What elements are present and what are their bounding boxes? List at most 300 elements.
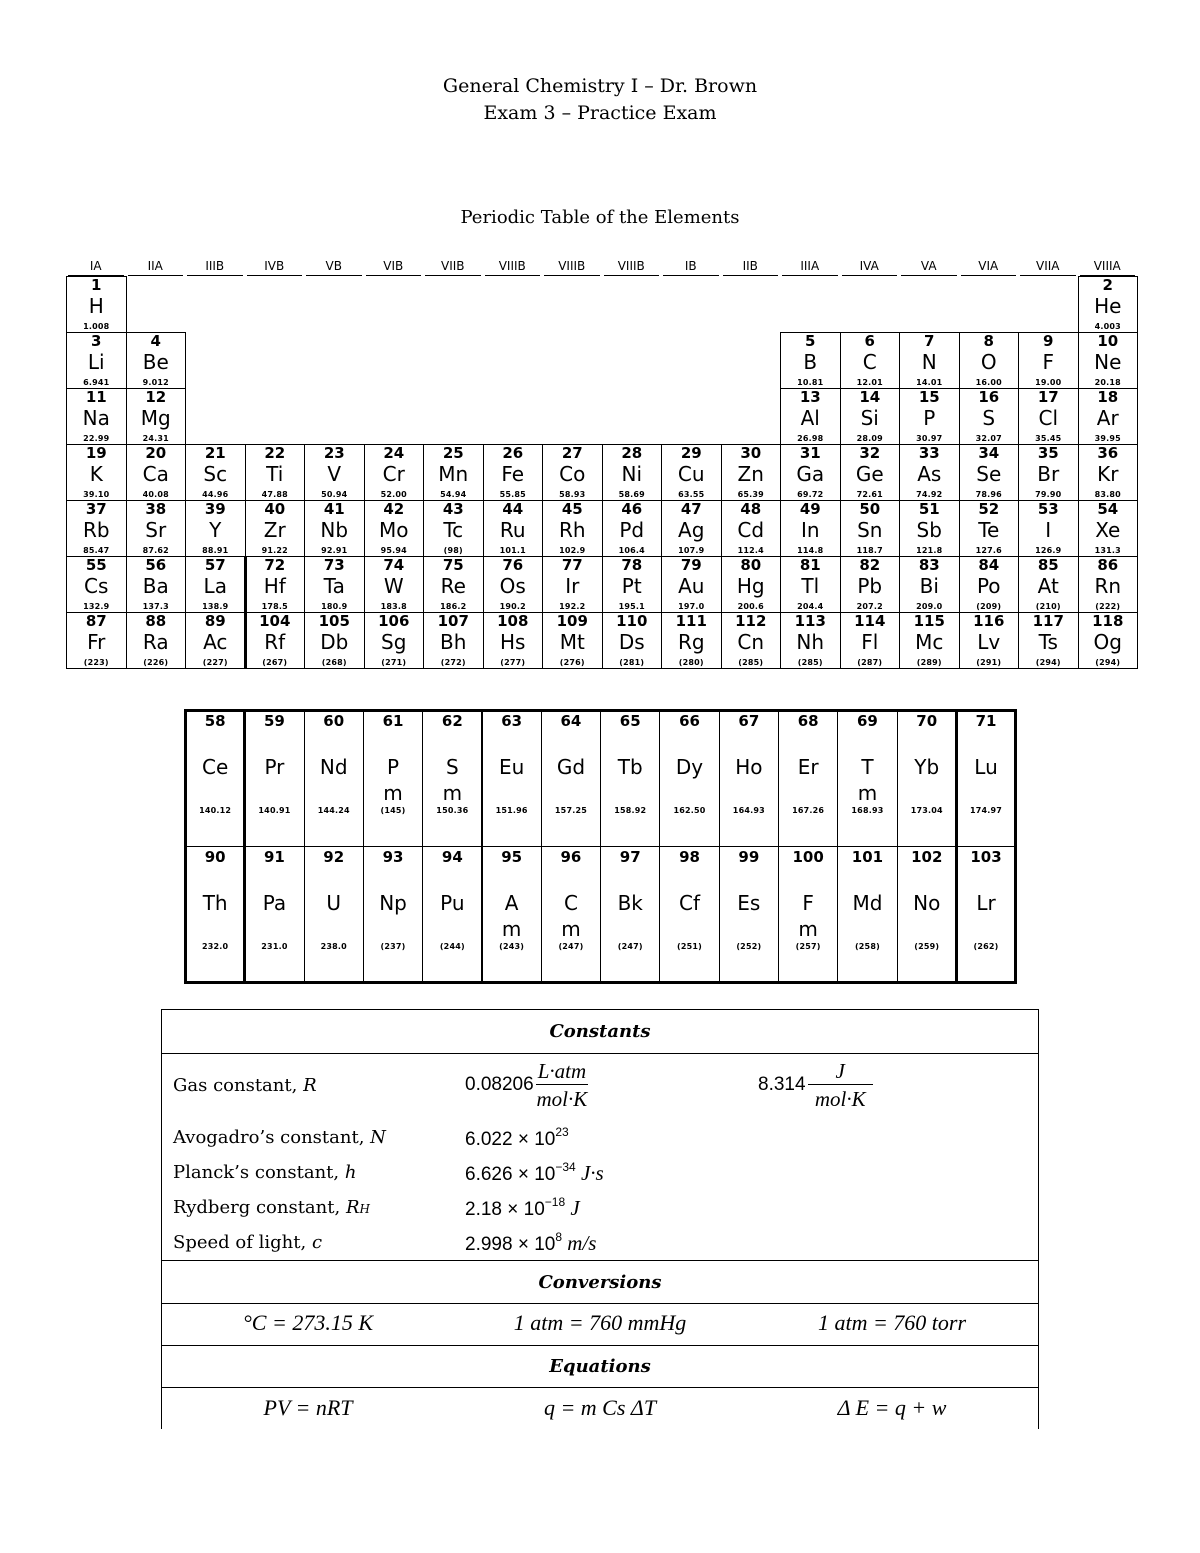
element-number: 33 <box>918 444 940 462</box>
element-cell <box>542 612 603 669</box>
f-element-cell <box>304 710 364 847</box>
element-number: 81 <box>799 556 821 574</box>
f-element-cell <box>482 846 542 983</box>
element-cell <box>840 388 901 445</box>
element-symbol: At <box>1037 574 1059 598</box>
planck-label: Planck’s constant, h <box>173 1162 357 1183</box>
element-mass: 178.5 <box>261 602 288 611</box>
element-number: 80 <box>740 556 762 574</box>
element-symbol: Ts <box>1038 630 1058 654</box>
element-number: 22 <box>264 444 286 462</box>
element-cell <box>304 444 365 501</box>
element-symbol: Ru <box>499 518 526 542</box>
element-number: 76 <box>502 556 524 574</box>
element-number: 8 <box>983 332 994 350</box>
element-mass: (272) <box>440 658 466 667</box>
element-mass: 190.2 <box>499 602 526 611</box>
element-number: 37 <box>85 500 107 518</box>
element-symbol: Co <box>559 462 586 486</box>
element-mass: (237) <box>380 942 406 951</box>
element-number: 50 <box>859 500 881 518</box>
element-symbol: Bk <box>617 891 643 915</box>
group-header: IIB <box>721 259 781 273</box>
element-symbol: Lr <box>976 891 996 915</box>
element-mass: 186.2 <box>440 602 467 611</box>
element-cell <box>126 556 187 613</box>
group-header: IIA <box>126 259 186 273</box>
element-mass: 183.8 <box>380 602 407 611</box>
element-mass: 204.4 <box>797 602 824 611</box>
element-cell <box>721 444 782 501</box>
element-symbol: Pt <box>621 574 642 598</box>
element-number: 48 <box>740 500 762 518</box>
element-number: 107 <box>437 612 469 630</box>
element-cell <box>959 612 1020 669</box>
element-number: 54 <box>1097 500 1119 518</box>
element-cell <box>1078 276 1139 333</box>
element-cell <box>959 556 1020 613</box>
element-cell <box>1078 556 1139 613</box>
element-mass: 200.6 <box>737 602 764 611</box>
element-symbol: Og <box>1093 630 1122 654</box>
f-element-cell <box>600 710 660 847</box>
element-mass: (247) <box>558 942 584 951</box>
element-symbol: W <box>383 574 404 598</box>
element-symbol: Nb <box>320 518 349 542</box>
element-cell <box>899 500 960 557</box>
element-cell <box>126 444 187 501</box>
element-mass: (257) <box>795 942 821 951</box>
f-element-cell <box>778 710 838 847</box>
element-mass: 162.50 <box>673 806 706 815</box>
element-mass: 140.12 <box>199 806 232 815</box>
element-mass: 132.9 <box>83 602 110 611</box>
element-cell <box>661 556 722 613</box>
group-header: VIIIB <box>602 259 662 273</box>
element-cell <box>304 612 365 669</box>
element-number: 118 <box>1092 612 1124 630</box>
group-header: IA <box>66 259 126 273</box>
group-header: IVB <box>245 259 305 273</box>
element-cell <box>780 444 841 501</box>
element-symbol: O <box>980 350 997 374</box>
group-header: IB <box>661 259 721 273</box>
element-symbol: Sm <box>442 755 463 805</box>
group-header: VIA <box>959 259 1019 273</box>
element-mass: (227) <box>202 658 228 667</box>
element-number: 46 <box>621 500 643 518</box>
element-mass: 35.45 <box>1035 434 1062 443</box>
element-symbol: Au <box>678 574 705 598</box>
element-symbol: H <box>88 294 104 318</box>
element-cell <box>840 556 901 613</box>
element-mass: 30.97 <box>916 434 943 443</box>
element-symbol: Fm <box>798 891 818 941</box>
element-mass: 1.008 <box>83 322 110 331</box>
element-number: 19 <box>85 444 107 462</box>
element-symbol: La <box>203 574 227 598</box>
element-mass: (291) <box>976 658 1002 667</box>
element-number: 23 <box>323 444 345 462</box>
element-symbol: Sn <box>857 518 883 542</box>
element-mass: 65.39 <box>737 490 764 499</box>
element-symbol: Li <box>87 350 105 374</box>
element-symbol: Fl <box>861 630 879 654</box>
element-mass: 32.07 <box>975 434 1002 443</box>
element-cell <box>245 444 306 501</box>
element-mass: 195.1 <box>618 602 645 611</box>
element-symbol: Gd <box>556 755 586 779</box>
element-symbol: Ag <box>678 518 705 542</box>
element-cell <box>542 556 603 613</box>
element-number: 87 <box>85 612 107 630</box>
element-number: 61 <box>382 712 404 730</box>
group-header: VIIIA <box>1078 259 1138 273</box>
group-header: VIIIB <box>483 259 543 273</box>
element-symbol: Sr <box>145 518 167 542</box>
element-number: 26 <box>502 444 524 462</box>
element-number: 64 <box>560 712 582 730</box>
element-symbol: Cs <box>84 574 109 598</box>
speed-of-light-label: Speed of light, c <box>173 1232 323 1253</box>
element-cell <box>959 388 1020 445</box>
f-element-cell <box>363 710 423 847</box>
element-cell <box>245 556 306 613</box>
element-symbol: Cf <box>679 891 701 915</box>
f-element-cell <box>659 846 719 983</box>
element-cell <box>542 444 603 501</box>
element-cell <box>780 332 841 389</box>
element-number: 96 <box>560 848 582 866</box>
element-mass: 158.92 <box>614 806 647 815</box>
element-mass: 174.97 <box>970 806 1003 815</box>
element-number: 97 <box>619 848 641 866</box>
f-element-cell <box>541 846 601 983</box>
element-mass: 9.012 <box>142 378 169 387</box>
element-mass: 126.9 <box>1035 546 1062 555</box>
element-symbol: S <box>982 406 996 430</box>
element-symbol: Ni <box>621 462 643 486</box>
element-number: 1 <box>91 276 102 294</box>
element-symbol: Os <box>499 574 526 598</box>
element-mass: (258) <box>854 942 880 951</box>
element-number: 86 <box>1097 556 1119 574</box>
element-mass: 192.2 <box>559 602 586 611</box>
element-symbol: N <box>921 350 937 374</box>
f-element-cell <box>541 710 601 847</box>
f-element-cell <box>244 846 304 983</box>
element-symbol: In <box>800 518 820 542</box>
f-element-cell <box>185 846 245 983</box>
element-cell <box>721 556 782 613</box>
element-symbol: Ce <box>202 755 229 779</box>
rydberg-label: Rydberg constant, RH <box>173 1197 370 1218</box>
block-divider <box>244 556 247 669</box>
element-symbol: I <box>1045 518 1052 542</box>
element-cell <box>1018 388 1079 445</box>
element-symbol: Db <box>320 630 349 654</box>
f-element-cell <box>719 846 779 983</box>
element-mass: 112.4 <box>737 546 764 555</box>
group-header: VIB <box>364 259 424 273</box>
element-cell <box>1078 388 1139 445</box>
element-number: 106 <box>378 612 410 630</box>
element-symbol: Hs <box>500 630 526 654</box>
element-cell <box>423 612 484 669</box>
speed-of-light-value: $2.998 \times 10^8$ m/s <box>465 1230 597 1255</box>
f-element-cell <box>600 846 660 983</box>
element-mass: 207.2 <box>856 602 883 611</box>
element-cell <box>1018 444 1079 501</box>
element-number: 70 <box>916 712 938 730</box>
element-symbol: Bh <box>440 630 467 654</box>
f-element-cell <box>659 710 719 847</box>
element-symbol: Ca <box>142 462 169 486</box>
element-number: 17 <box>1037 388 1059 406</box>
element-mass: 88.91 <box>202 546 229 555</box>
element-cell <box>661 444 722 501</box>
element-symbol: Ir <box>565 574 580 598</box>
constants-heading: Constants <box>549 1021 651 1042</box>
element-symbol: Lv <box>977 630 1001 654</box>
avogadro-label: Avogadro’s constant, N <box>173 1127 386 1148</box>
element-symbol: Ne <box>1094 350 1122 374</box>
f-element-cell <box>897 710 957 847</box>
element-cell <box>602 556 663 613</box>
element-mass: 83.80 <box>1094 490 1121 499</box>
group-header: VB <box>304 259 364 273</box>
element-symbol: Tm <box>857 755 878 805</box>
element-mass: (271) <box>381 658 407 667</box>
element-symbol: Pm <box>383 755 403 805</box>
element-symbol: No <box>913 891 941 915</box>
divider <box>162 1387 1038 1388</box>
f-element-cell <box>422 846 482 983</box>
element-symbol: Th <box>202 891 228 915</box>
element-symbol: As <box>917 462 942 486</box>
f-element-cell <box>956 710 1016 847</box>
group-header: IIIB <box>185 259 245 273</box>
element-cell <box>1018 556 1079 613</box>
element-mass: 20.18 <box>1094 378 1121 387</box>
element-mass: 114.8 <box>797 546 824 555</box>
element-symbol: C <box>862 350 877 374</box>
element-number: 40 <box>264 500 286 518</box>
element-number: 56 <box>145 556 167 574</box>
element-number: 38 <box>145 500 167 518</box>
element-number: 58 <box>204 712 226 730</box>
element-symbol: Cl <box>1038 406 1059 430</box>
group-header: VIIB <box>423 259 483 273</box>
element-number: 88 <box>145 612 167 630</box>
element-cell <box>185 556 246 613</box>
rydberg-value: $2.18 \times 10^{-18}$ J <box>465 1195 580 1220</box>
f-element-cell <box>185 710 245 847</box>
element-mass: 55.85 <box>499 490 526 499</box>
element-number: 10 <box>1097 332 1119 350</box>
element-number: 98 <box>679 848 700 866</box>
element-symbol: Mt <box>559 630 585 654</box>
f-element-cell <box>422 710 482 847</box>
element-mass: 95.94 <box>380 546 407 555</box>
element-number: 55 <box>85 556 107 574</box>
element-number: 44 <box>502 500 524 518</box>
element-mass: 69.72 <box>797 490 824 499</box>
element-symbol: Kr <box>1097 462 1119 486</box>
element-mass: 231.0 <box>261 942 288 951</box>
element-mass: 14.01 <box>916 378 943 387</box>
element-number: 18 <box>1097 388 1119 406</box>
element-cell <box>1018 332 1079 389</box>
element-number: 82 <box>859 556 881 574</box>
element-mass: (268) <box>321 658 347 667</box>
element-symbol: Rf <box>264 630 286 654</box>
element-symbol: Dy <box>675 755 704 779</box>
element-symbol: Be <box>142 350 169 374</box>
element-mass: (294) <box>1035 658 1061 667</box>
element-number: 84 <box>978 556 1000 574</box>
divider <box>162 1345 1038 1346</box>
element-cell <box>483 500 544 557</box>
element-number: 29 <box>680 444 702 462</box>
element-number: 35 <box>1037 444 1059 462</box>
element-mass: (252) <box>736 942 762 951</box>
element-symbol: Fe <box>501 462 525 486</box>
element-number: 31 <box>799 444 821 462</box>
element-symbol: Tc <box>443 518 464 542</box>
element-mass: (276) <box>559 658 585 667</box>
element-cell <box>840 332 901 389</box>
element-mass: 12.01 <box>856 378 883 387</box>
f-element-cell <box>897 846 957 983</box>
element-number: 60 <box>323 712 345 730</box>
element-symbol: Y <box>209 518 222 542</box>
element-symbol: Eu <box>498 755 525 779</box>
element-mass: 232.0 <box>201 942 229 951</box>
element-number: 114 <box>854 612 886 630</box>
avogadro-value: $6.022 \times 10^{23}$ <box>465 1125 569 1150</box>
element-symbol: Sc <box>203 462 228 486</box>
element-cell <box>602 500 663 557</box>
element-symbol: Pb <box>857 574 883 598</box>
group-header: IIIA <box>780 259 840 273</box>
conversion-atm-mmhg: 1 atm = 760 mmHg <box>513 1310 687 1335</box>
element-number: 103 <box>970 848 1002 866</box>
element-symbol: Bi <box>919 574 939 598</box>
element-cell <box>1018 612 1079 669</box>
element-cell <box>423 500 484 557</box>
element-number: 95 <box>501 848 523 866</box>
element-mass: 47.88 <box>261 490 288 499</box>
element-number: 51 <box>918 500 940 518</box>
element-cell <box>780 556 841 613</box>
element-number: 57 <box>204 556 226 574</box>
element-mass: 144.24 <box>317 806 350 815</box>
element-number: 112 <box>735 612 767 630</box>
gas-constant-label: Gas constant, R <box>173 1075 317 1096</box>
element-mass: (280) <box>678 658 704 667</box>
element-number: 42 <box>383 500 405 518</box>
element-number: 91 <box>264 848 285 866</box>
f-element-cell <box>304 846 364 983</box>
element-number: 113 <box>794 612 826 630</box>
element-cell <box>185 444 246 501</box>
element-symbol: Rb <box>82 518 110 542</box>
element-symbol: Re <box>440 574 466 598</box>
element-symbol: Cu <box>677 462 705 486</box>
element-mass: (244) <box>439 942 465 951</box>
element-mass: 24.31 <box>142 434 169 443</box>
element-number: 105 <box>318 612 350 630</box>
element-cell <box>245 500 306 557</box>
element-number: 109 <box>556 612 588 630</box>
element-mass: 138.9 <box>202 602 229 611</box>
element-mass: (226) <box>143 658 169 667</box>
element-symbol: Ra <box>142 630 169 654</box>
element-symbol: Fr <box>87 630 106 654</box>
element-mass: 39.95 <box>1094 434 1121 443</box>
element-mass: 106.4 <box>618 546 645 555</box>
element-number: 90 <box>204 848 226 866</box>
element-symbol: Si <box>860 406 879 430</box>
element-number: 15 <box>918 388 940 406</box>
element-symbol: Pd <box>619 518 645 542</box>
element-number: 4 <box>150 332 161 350</box>
f-element-cell <box>244 710 304 847</box>
divider <box>162 1053 1038 1054</box>
element-cell <box>721 500 782 557</box>
element-symbol: He <box>1094 294 1122 318</box>
element-number: 39 <box>204 500 226 518</box>
element-cell <box>780 612 841 669</box>
element-cell <box>423 556 484 613</box>
element-mass: 131.3 <box>1094 546 1121 555</box>
element-number: 12 <box>145 388 167 406</box>
f-element-cell <box>719 710 779 847</box>
element-cell <box>840 612 901 669</box>
element-mass: (223) <box>83 658 109 667</box>
element-cell <box>126 612 187 669</box>
element-symbol: B <box>803 350 818 374</box>
element-mass: (98) <box>443 546 463 555</box>
element-number: 13 <box>799 388 821 406</box>
element-symbol: Rn <box>1094 574 1122 598</box>
element-number: 110 <box>616 612 648 630</box>
group-header: IVA <box>840 259 900 273</box>
element-number: 89 <box>204 612 226 630</box>
element-number: 78 <box>621 556 643 574</box>
element-number: 83 <box>918 556 940 574</box>
element-mass: 121.8 <box>916 546 943 555</box>
element-mass: 137.3 <box>142 602 169 611</box>
element-cell <box>542 500 603 557</box>
element-symbol: Pa <box>262 891 287 915</box>
element-cell <box>959 444 1020 501</box>
element-number: 5 <box>805 332 816 350</box>
element-number: 36 <box>1097 444 1119 462</box>
element-mass: (209) <box>976 602 1002 611</box>
element-number: 85 <box>1037 556 1059 574</box>
element-number: 9 <box>1043 332 1054 350</box>
element-symbol: Xe <box>1095 518 1121 542</box>
element-symbol: Pu <box>440 891 465 915</box>
f-element-cell <box>956 846 1016 983</box>
f-element-cell <box>837 846 897 983</box>
element-cell <box>66 556 127 613</box>
element-cell <box>66 276 127 333</box>
element-cell <box>304 556 365 613</box>
element-mass: (259) <box>914 942 940 951</box>
